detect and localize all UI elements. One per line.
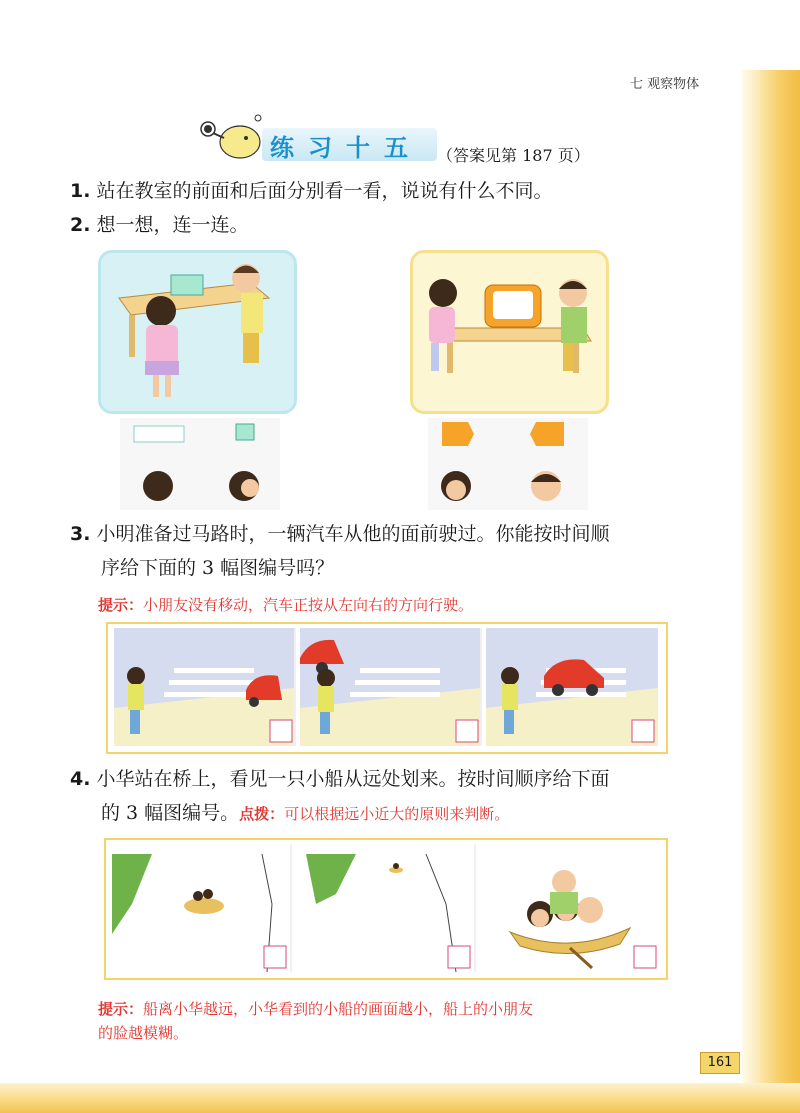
page-number: 161 bbox=[700, 1052, 740, 1074]
question-number: 2. bbox=[70, 214, 91, 236]
car-frame-1 bbox=[114, 628, 296, 746]
question-text: 站在教室的前面和后面分别看一看，说说有什么不同。 bbox=[96, 180, 553, 202]
option-strip-right bbox=[428, 418, 588, 510]
question-3-line2: 序给下面的 3 幅图编号吗？ bbox=[101, 557, 335, 579]
question-4-line2 bbox=[101, 800, 509, 827]
question-text: 小明准备过马路时，一辆汽车从他的面前驶过。你能按时间顺 bbox=[96, 523, 610, 545]
tip-label: 提示： bbox=[98, 596, 144, 614]
boat-frame-1 bbox=[112, 844, 292, 972]
tip-q4-line2: 的脸越模糊。 bbox=[98, 1024, 189, 1042]
question-text: 小华站在桥上，看见一只小船从远处划来。按时间顺序给下面 bbox=[96, 768, 610, 790]
option-strip-left bbox=[120, 418, 280, 510]
scene-table-tv bbox=[410, 250, 609, 414]
question-4 bbox=[70, 766, 609, 792]
page-title: 练习十五 bbox=[270, 134, 422, 162]
hint-q4 bbox=[239, 805, 509, 823]
hint-label: 点拨： bbox=[239, 805, 285, 823]
question-text: 的 3 幅图编号。 bbox=[101, 802, 240, 824]
question-text: 想一想，连一连。 bbox=[96, 214, 249, 236]
question-number: 4. bbox=[70, 768, 91, 790]
question-1 bbox=[70, 178, 552, 204]
boat-frame-2 bbox=[296, 844, 476, 972]
question-number: 1. bbox=[70, 180, 91, 202]
mascot-icon bbox=[196, 112, 266, 162]
boat-frame-3 bbox=[480, 844, 660, 972]
car-frame-3 bbox=[486, 628, 658, 746]
page-edge-right bbox=[760, 70, 800, 1113]
question-2 bbox=[70, 212, 248, 238]
car-frames bbox=[106, 622, 668, 754]
tip-text: 船离小华越远，小华看到的小船的画面越小，船上的小朋友 bbox=[143, 1000, 534, 1018]
car-frame-2 bbox=[300, 628, 482, 746]
tip-q3 bbox=[98, 594, 473, 615]
tip-text: 小朋友没有移动，汽车正按从左向右的方向行驶。 bbox=[143, 596, 474, 614]
answer-reference: （答案见第 187 页） bbox=[437, 146, 590, 165]
question-3 bbox=[70, 521, 609, 547]
chapter-header: 七 观察物体 bbox=[630, 77, 700, 92]
question-number: 3. bbox=[70, 523, 91, 545]
hint-text: 可以根据远小近大的原则来判断。 bbox=[284, 805, 510, 823]
tip-label: 提示： bbox=[98, 1000, 144, 1018]
scene-table-box bbox=[98, 250, 297, 414]
page-edge-bottom bbox=[0, 1083, 800, 1113]
boat-frames bbox=[104, 838, 668, 980]
tip-q4 bbox=[98, 998, 533, 1019]
